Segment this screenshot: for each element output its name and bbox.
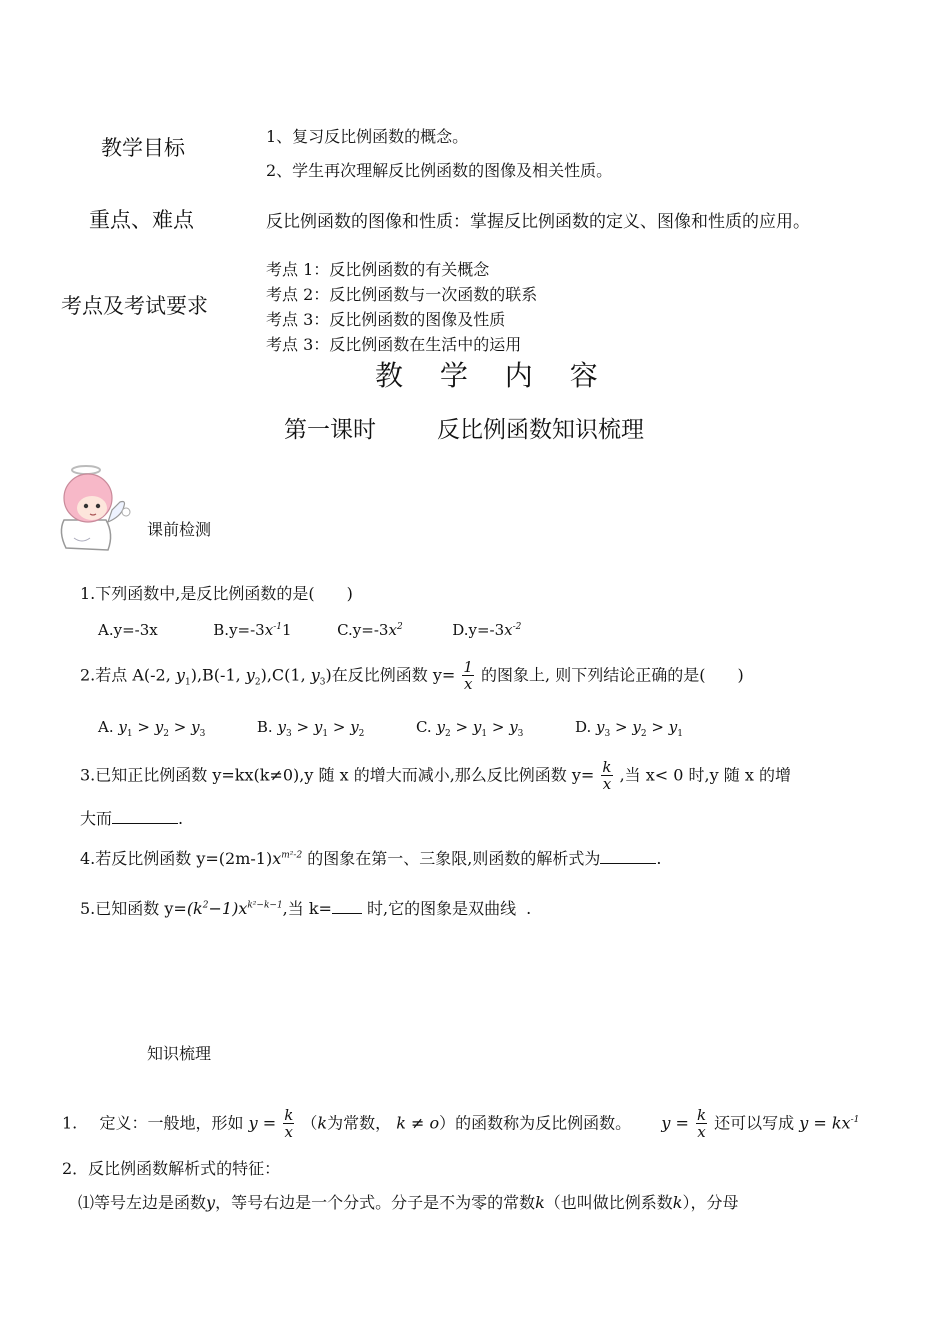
q1-option-b: $B.y=-3x^{-1}1$: [213, 621, 292, 639]
question-4-stem: 4.若反比例函数 $y=(2m-1)x^{m^2-2}$ 的图象在第一、三象限,则函数的解析式为 .: [80, 849, 662, 868]
exam-point-1: 考点 1：反比例函数的有关概念: [266, 260, 490, 279]
goals-label: 教学目标: [101, 136, 185, 160]
q1-option-d: $D.y=-3x^{-2}$: [452, 621, 522, 639]
q2-option-d: D. $y_3 > y_2 > y_1$: [574, 718, 683, 739]
exam-point-4: 考点 3：反比例函数在生活中的运用: [266, 335, 522, 354]
lesson-title: 反比例函数知识梳理: [437, 417, 644, 443]
question-2-stem: 2.若点 A(-2, $y_1),B(-1$, $y_2),C(1$, $y_3$)在反比例函数 y= $\frac{1}{x}$ 的图象上, 则下列结论正确的是( ): [80, 658, 744, 693]
question-1-options: [98, 621, 521, 639]
exam-point-3: 考点 3：反比例函数的图像及性质: [266, 310, 506, 329]
q1-option-c: $C.y=-3x^2$: [337, 621, 403, 639]
page-title: 教 学 内 容: [375, 359, 612, 392]
exam-label: 考点及考试要求: [61, 294, 208, 318]
feature-line-1: ⑴等号左边是函数y，等号右边是一个分式。分子是不为零的常数k（也叫做比例系数k），分母: [78, 1193, 739, 1212]
q3-answer-blank[interactable]: [112, 809, 178, 824]
q2-fraction: $\frac{1}{x}$: [463, 658, 473, 693]
def-fraction: $\frac{k}{x}$: [284, 1106, 294, 1141]
q1-option-a: A.y=-3x: [98, 621, 158, 639]
pretest-heading: 课前检测: [147, 520, 212, 539]
q2-option-b: B. $y_3 > y_1 > y_2$: [256, 718, 365, 739]
goal-item-2: 2、学生再次理解反比例函数的图像及相关性质。: [266, 161, 613, 180]
angel-cartoon-icon: [56, 462, 138, 554]
knowledge-heading: 知识梳理: [147, 1044, 212, 1063]
def-fraction-2: $\frac{k}{x}$: [696, 1106, 707, 1141]
question-3-cont: 大而 .: [80, 809, 184, 828]
question-5-stem: 5.已知函数 $y=(k^2-1)x^{k^2-k-1}$,当 k= 时,它的图象是双曲线 .: [80, 899, 532, 918]
lesson-number: 第一课时: [284, 417, 376, 443]
question-2-options: [98, 718, 683, 739]
q4-answer-blank[interactable]: [600, 849, 656, 864]
q3-fraction: $\frac{k}{x}$: [602, 758, 612, 793]
exam-point-2: 考点 2：反比例函数与一次函数的联系: [266, 285, 538, 304]
goal-item-1: 1、复习反比例函数的概念。: [266, 127, 469, 146]
q2-option-a: A. $y_1 > y_2 > y_3$: [98, 718, 206, 739]
question-3-stem: 3.已知正比例函数 y=kx(k≠0),y 随 x 的增大而减小,那么反比例函数 y= $\frac{k}{x}$ ,当 x< 0 时,y 随 x 的增: [80, 758, 791, 793]
question-1-stem: 1.下列函数中,是反比例函数的是( ): [80, 584, 353, 603]
q2-option-c: C. $y_2 > y_1 > y_3$: [415, 718, 524, 739]
q5-answer-blank[interactable]: [332, 899, 362, 914]
key-text: 反比例函数的图像和性质：掌握反比例函数的定义、图像和性质的应用。: [266, 212, 810, 232]
feature-title: 2．反比例函数解析式的特征：: [62, 1159, 281, 1178]
key-label: 重点、难点: [89, 208, 194, 232]
definition-line: 1. 定义：一般地，形如 y = $\frac{k}{x}$ （k为常数， k ≠ o）的函数称为反比例函数。 y = $\frac{k}{x}$ 还可以写成 $y = kx^{-1}$: [62, 1106, 860, 1141]
